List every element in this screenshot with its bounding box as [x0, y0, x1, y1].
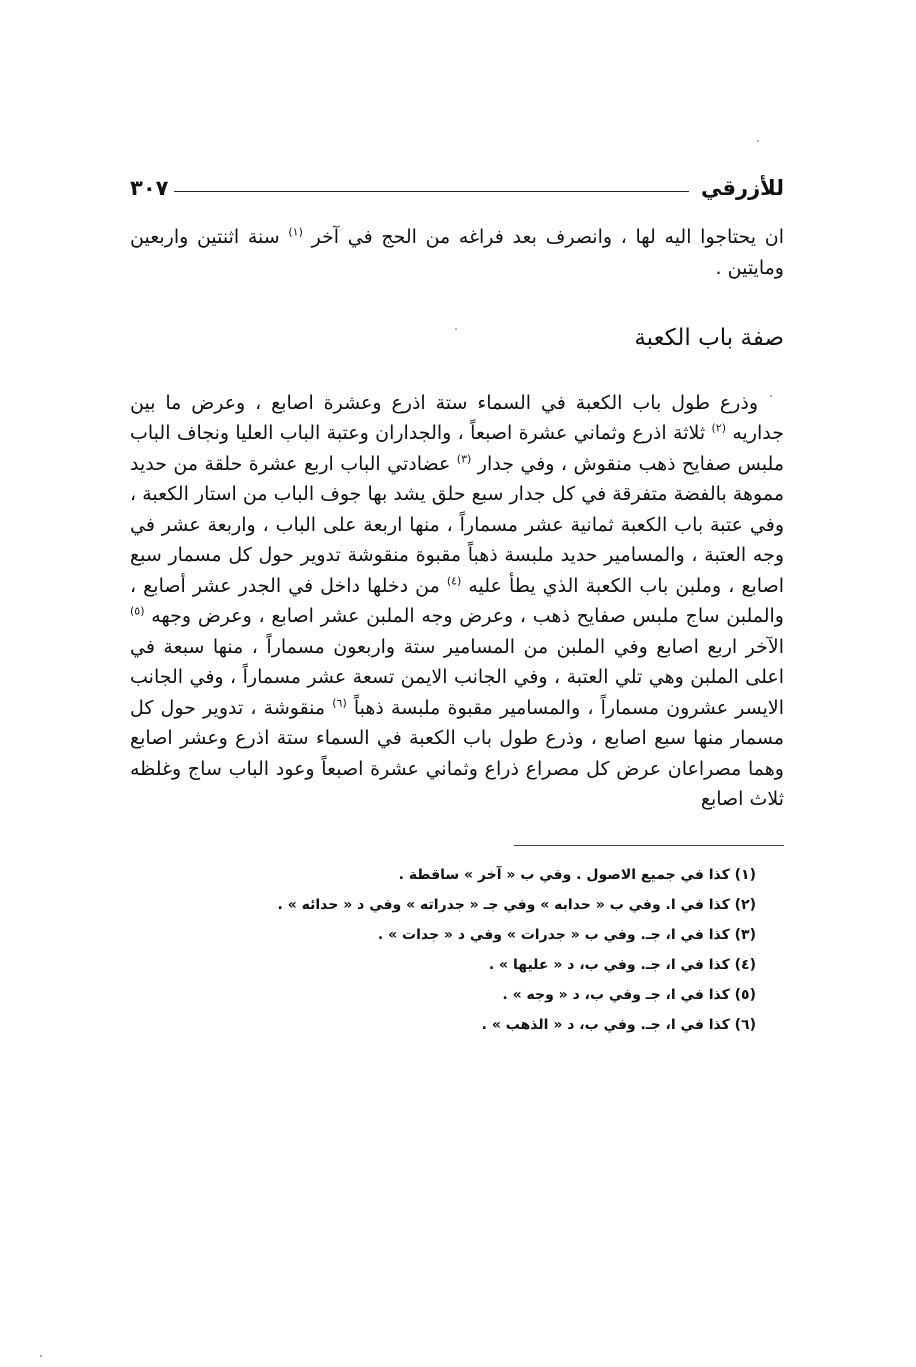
footnote-ref-6: (٦) [332, 696, 347, 710]
text-segment: ثلاثة اذرع وثماني عشرة اصبعاً ، والجداران وعتبة الباب العليا ونجاف الباب ملبس صفايح ذهب منقوش ، وفي جدار [130, 422, 784, 475]
footnote-ref-4: (٤) [446, 574, 462, 588]
text-segment: ان يحتاجوا اليه لها ، وانصرف بعد فراغه من الحج في آخر [311, 226, 784, 248]
main-paragraph [130, 388, 784, 815]
text-segment: منقوشة ، تدوير حول كل مسمار منها سبع اصابع ، وذرع طول باب الكعبة في السماء ستة اذرع وعشر اصابع وهما مصراعان عرض كل مصراع ذراع وثماني عشرة اصبعاً وعود الباب ساج وغلظه ثلاث اصابع [130, 696, 784, 810]
footnote-ref-1: (١) [288, 225, 303, 239]
footnote-2: (٢) كذا في ا. وفي ب « حدابه » وفي جـ « جدراته » وفي د « حدائه » . [277, 896, 756, 913]
scan-speck [757, 140, 759, 142]
footnote-ref-5: (٥) [130, 604, 145, 618]
scan-speck [40, 1355, 42, 1357]
footnote-ref-3: (٣) [456, 452, 472, 466]
footnote-ref-2: (٢) [711, 421, 726, 435]
header-rule [174, 191, 689, 192]
footnote-3: (٣) كذا في ا، جـ. وفي ب « جدرات » وفي د « جدات » . [377, 926, 756, 943]
book-page [130, 170, 784, 1040]
text-segment: من دخلها داخل في الجدر عشر أصابع ، والملبن ساج ملبس صفايح ذهب ، وعرض وجه الملبن عشر اصابع ، وعرض وجهه [130, 574, 784, 627]
intro-paragraph [130, 222, 784, 283]
running-head [130, 170, 784, 206]
page-number: ٣٠٧ [130, 176, 169, 200]
running-title: للأزرقي [700, 176, 784, 200]
body-text [130, 222, 784, 815]
text-segment: سنة اثنتين واربعين ومايتين . [130, 226, 784, 279]
text-segment: الآخر اربع اصابع وفي الملبن من المسامير ستة واربعون مسماراً ، منها سبعة في اعلى الملبن وهي تلي العتبة ، وفي الجانب الايمن تسعة عشر مسماراً ، وفي الجانب الايسر عشرون مسماراً ، والمسامير مقبوة ملبسة ذهباً [130, 635, 784, 719]
footnote-6: (٦) كذا في ا، جـ. وفي ب، د « الذهب » . [481, 1016, 756, 1033]
text-segment: عضادتي الباب اربع عشرة حلقة من حديد مموهة بالفضة متفرقة في كل جدار سبع حلق يشد بها جوف الباب من استار الكعبة ، وفي عتبة باب الكعبة ثمانية عشر مسماراً ، منها اربعة على الباب ، واربعة عشر في وجه العتبة ، والمسامير حديد ملبسة ذهباً مقبوة منقوشة تدوير حول كل مسمار سبع اصابع ، وملبن باب الكعبة الذي يطأ عليه [130, 452, 784, 597]
footnotes [130, 860, 784, 1040]
footnote-1: (١) كذا في جميع الاصول . وفي ب « آخر » ساقطة . [398, 866, 756, 883]
footnote-4: (٤) كذا في ا، جـ. وفي ب، د « عليها » . [488, 956, 756, 973]
section-heading: صفة باب الكعبة [634, 325, 784, 351]
footnote-separator [514, 845, 784, 846]
footnote-5: (٥) كذا في ا، جـ وفي ب، د « وجه » . [502, 986, 756, 1003]
text-segment: وذرع طول باب الكعبة في السماء ستة اذرع وعشرة اصابع ، وعرض ما بين جداريه [130, 391, 784, 444]
